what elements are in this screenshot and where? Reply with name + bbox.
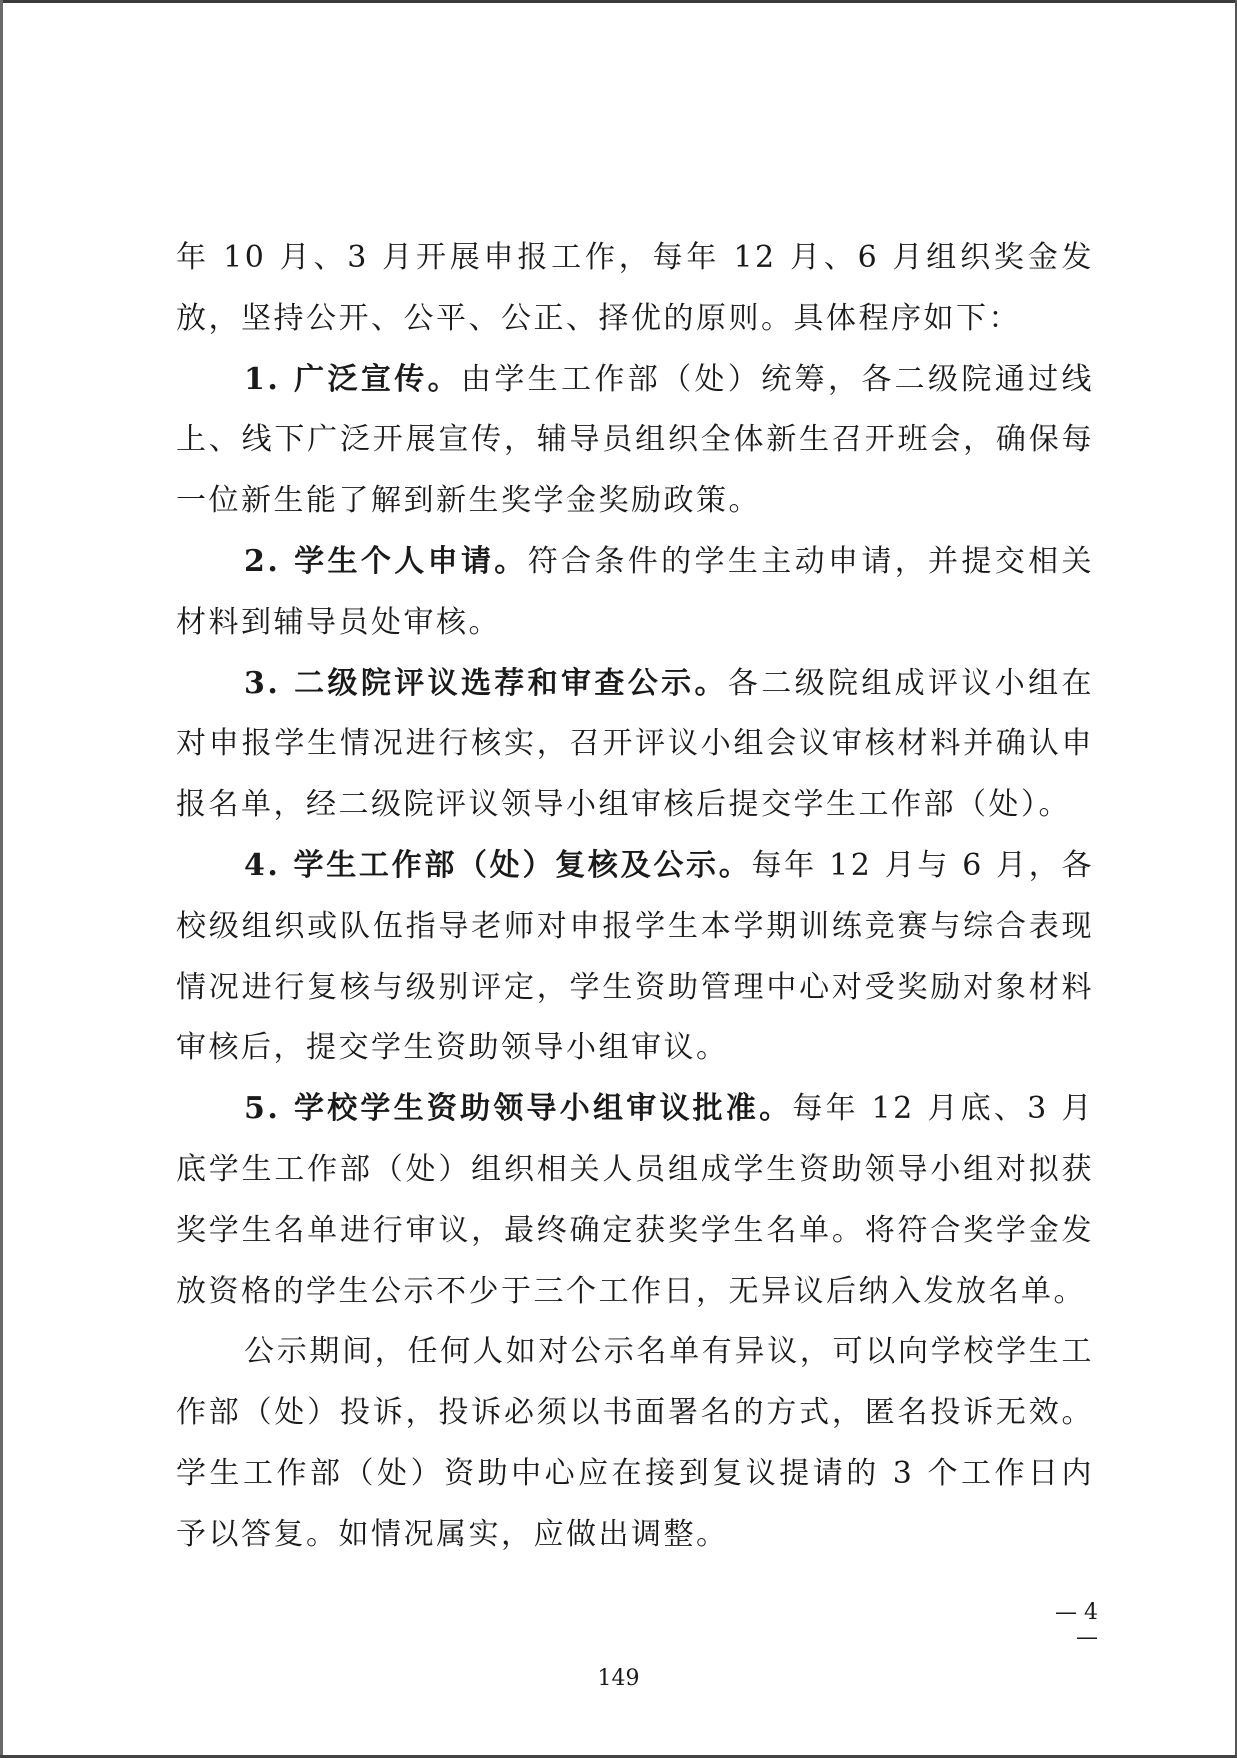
paragraph-heading: 1. 广泛宣传。	[244, 361, 461, 397]
paragraph-text: 年 10 月、3 月开展申报工作，每年 12 月、6 月组织奖金发放，坚持公开、公平、公正、择优的原则。具体程序如下：	[176, 240, 1094, 336]
scan-edge-left	[0, 0, 3, 1758]
document-body	[176, 228, 1094, 1566]
paragraph-step-3	[176, 654, 1094, 836]
paragraph-step-2	[176, 532, 1094, 654]
paragraph-text: 由学生工作部（处）统筹，各二级院通过线上、线下广泛开展宣传，辅导员组织全体新生召开班会，确保每一位新生能了解到新生奖学金奖励政策。	[176, 361, 1095, 519]
paragraph-text: 每年 12 月与 6 月，各校级组织或队伍指导老师对申报学生本学期训练竞赛与综合表现情况进行复核与级别评定，学生资助管理中心对受奖励对象材料审核后，提交学生资助领导小组审议。	[176, 847, 1095, 1066]
paragraph-step-4	[176, 836, 1094, 1079]
scan-edge-top	[0, 0, 1237, 3]
paragraph-heading: 2. 学生个人申请。	[244, 543, 528, 579]
paragraph-step-5	[176, 1079, 1094, 1322]
paragraph-text: 每年 12 月底、3 月底学生工作部（处）组织相关人员组成学生资助领导小组对拟获奖学生名单进行审议，最终确定获奖学生名单。将符合奖学金发放资格的学生公示不少于三个工作日，无异议后纳入发放名单。	[176, 1091, 1094, 1309]
paragraph-objection	[176, 1322, 1094, 1565]
document-page-mark: — 4 —	[1055, 1600, 1098, 1650]
paragraph-heading: 3. 二级院评议选荐和审查公示。	[244, 665, 728, 701]
paragraph-text: 公示期间，任何人如对公示名单有异议，可以向学校学生工作部（处）投诉，投诉必须以书面署名的方式，匿名投诉无效。学生工作部（处）资助中心应在接到复议提请的 3 个工作日内予以答复。如情况属实，应做出调整。	[176, 1334, 1094, 1552]
paragraph-heading: 4. 学生工作部（处）复核及公示。	[244, 847, 752, 883]
paragraph-intro	[176, 228, 1094, 350]
paragraph-step-1	[176, 350, 1094, 532]
page-number: 149	[597, 1666, 640, 1691]
paragraph-text: 符合条件的学生主动申请，并提交相关材料到辅导员处审核。	[176, 543, 1095, 640]
paragraph-text: 各二级院组成评议小组在对申报学生情况进行核实，召开评议小组会议审核材料并确认申报名单，经二级院评议领导小组审核后提交学生工作部（处）。	[176, 665, 1094, 823]
paragraph-heading: 5. 学校学生资助领导小组审议批准。	[244, 1091, 793, 1127]
